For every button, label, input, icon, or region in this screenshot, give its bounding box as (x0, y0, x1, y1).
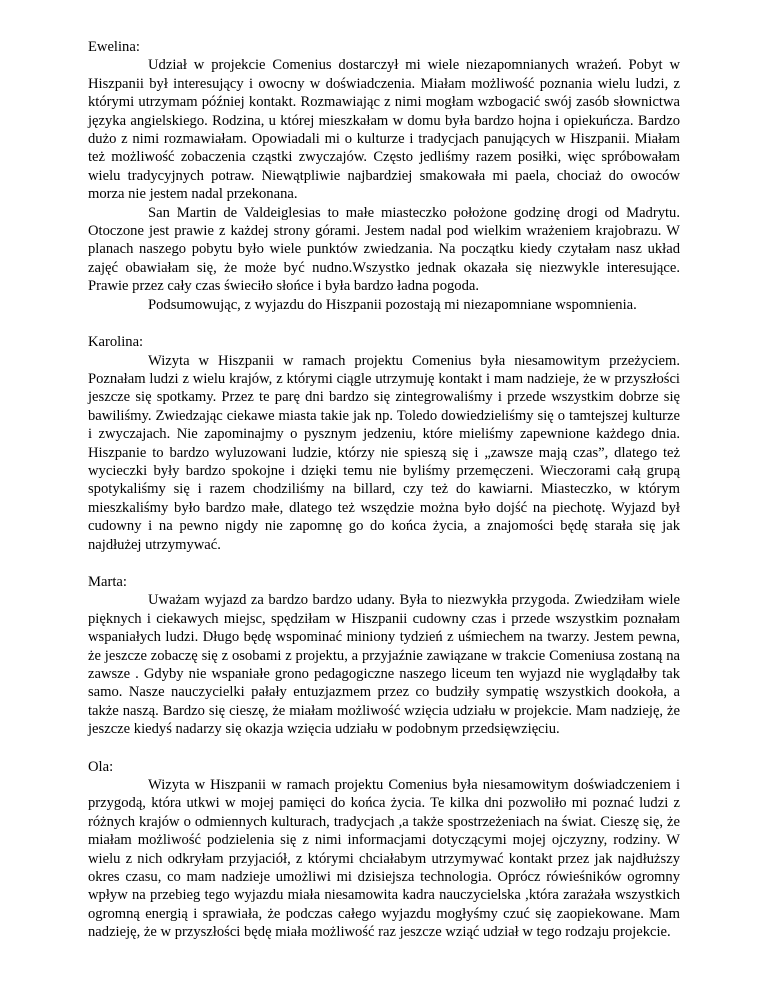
paragraph: Podsumowując, z wyjazdu do Hiszpanii pozostają mi niezapomniane wspomnienia. (148, 296, 637, 313)
paragraph: Udział w projekcie Comenius dostarczył mi wiele niezapomnianych wrażeń. Pobyt w Hiszpanii był interesujący i owocny w doświadczenia. Miałam możliwość poznania wielu ludzi, z którymi utrzymam później kontakt. Rozmawiając z nimi mogłam wzbogacić swój zasób słownictwa języka angielskiego. Rodzina, u której mieszkałam w domu była bardzo hojna i opiekuńcza. Bardzo dużo z nimi rozmawiałam. Opowiadali mi o kulturze i tradycjach panujących w Hiszpanii. Miałam też możliwość zobaczenia cząstki zwyczajów. Często jedliśmy razem posiłki, więc spróbowałam wielu tradycyjnych potraw. Niewątpliwie najbardziej smakowała mi paela, chociaż do owoców morza nie jestem nadal przekonana. (88, 57, 680, 203)
testimonial-karolina (88, 333, 680, 554)
testimonial-ewelina (88, 38, 680, 314)
author-name: Ewelina: (88, 39, 140, 55)
paragraph: Wizyta w Hiszpanii w ramach projektu Comenius była niesamowitym doświadczeniem i przygodą, która utkwi w mojej pamięci do końca życia. Te kilka dni pozwoliło mi poznać ludzi z różnych krajów o odmiennych kulturach, tradycjach ,a także spostrzeżeniach na świat. Cieszę się, że miałam możliwość podzielenia się z nimi informacjami dotyczącymi mojej ojczyzny, rodziny. W wielu z nich odkryłam przyjaciół, z którymi chciałabym utrzymywać kontakt przez jak najdłuższy okres czasu, co mam nadzieje umożliwi mi dzisiejsza technologia. Oprócz rówieśników ogromny wpływ na przebieg tego wyjazdu miała niesamowita kadra nauczycielska ,która zarażała wszystkich ogromną energią i sprawiała, że podczas całego wyjazdu mogłyśmy czuć się zaopiekowane. Mam nadzieję, że w przyszłości będę miała możliwość raz jeszcze wziąć udział w tego rodzaju projekcie. (88, 777, 680, 941)
paragraph: Wizyta w Hiszpanii w ramach projektu Comenius była niesamowitym przeżyciem. Poznałam ludzi z wielu krajów, z którymi ciągle utrzymuję kontakt i mam nadzieje, że w przyszłości jeszcze się spotkamy. Przez te parę dni bardzo się zintegrowaliśmy i przede wszystkim dobrze się bawiliśmy. Zwiedzając ciekawe miasta takie jak np. Toledo dowiedzieliśmy się o tamtejszej kulturze i zwyczajach. Nie zapominajmy o pysznym jedzeniu, które mieliśmy zapewnione każdego dnia. Hiszpanie to bardzo wyluzowani ludzie, którzy nie spieszą się i „zawsze mają czas”, dlatego też wycieczki były bardzo spokojne i dzięki temu nie byliśmy przemęczeni. Wieczorami całą grupą spotykaliśmy się i razem chodziliśmy na billard, czy też do kawiarni. Miasteczko, w którym mieszkaliśmy było bardzo małe, dlatego też wszędzie można było dojść na piechotę. Wyjazd był cudowny i na pewno nigdy nie zapomnę go do końca życia, a znajomości będę starała się jak najdłużej utrzymywać. (88, 352, 680, 553)
testimonial-ola (88, 758, 680, 942)
paragraph: Uważam wyjazd za bardzo bardzo udany. Była to niezwykła przygoda. Zwiedziłam wiele pięknych i ciekawych miejsc, spędziłam w Hiszpanii cudowny czas i przede wszystkim poznałam wspaniałych ludzi. Długo będę wspominać miniony tydzień z uśmiechem na twarzy. Jestem pewna, że jeszcze zobaczę się z osobami z projektu, a przyjaźnie zawiązane w trakcie Comeniusa zostaną na zawsze . Gdyby nie wspaniałe grono pedagogiczne naszego liceum ten wyjazd nie wyglądałby tak samo. Nasze nauczycielki pałały entuzjazmem przez co budziły sympatię wszystkich dookoła, a także naszą. Bardzo się cieszę, że miałam możliwość wzięcia udziału w projekcie. Mam nadzieję, że jeszcze kiedyś nadarzy się okazja wzięcia udziału w podobnym przedsięwzięciu. (88, 592, 680, 738)
paragraph: San Martin de Valdeiglesias to małe miasteczko położone godzinę drogi od Madrytu. Otoczone jest prawie z każdej strony górami. Jestem nadal pod wielkim wrażeniem krajobrazu. W planach naszego pobytu było wiele punktów zwiedzania. Na początku kiedy czytałam nasz układ zajęć obawiałam się, że może być nudno.Wszystko jednak okazała się niezwykle interesujące. Prawie przez cały czas świeciło słońce i była bardzo ładna pogoda. (88, 204, 680, 295)
author-name: Karolina: (88, 334, 144, 351)
author-name: Ola: (88, 758, 114, 775)
author-name: Marta: (88, 573, 127, 590)
testimonial-marta (88, 573, 680, 739)
